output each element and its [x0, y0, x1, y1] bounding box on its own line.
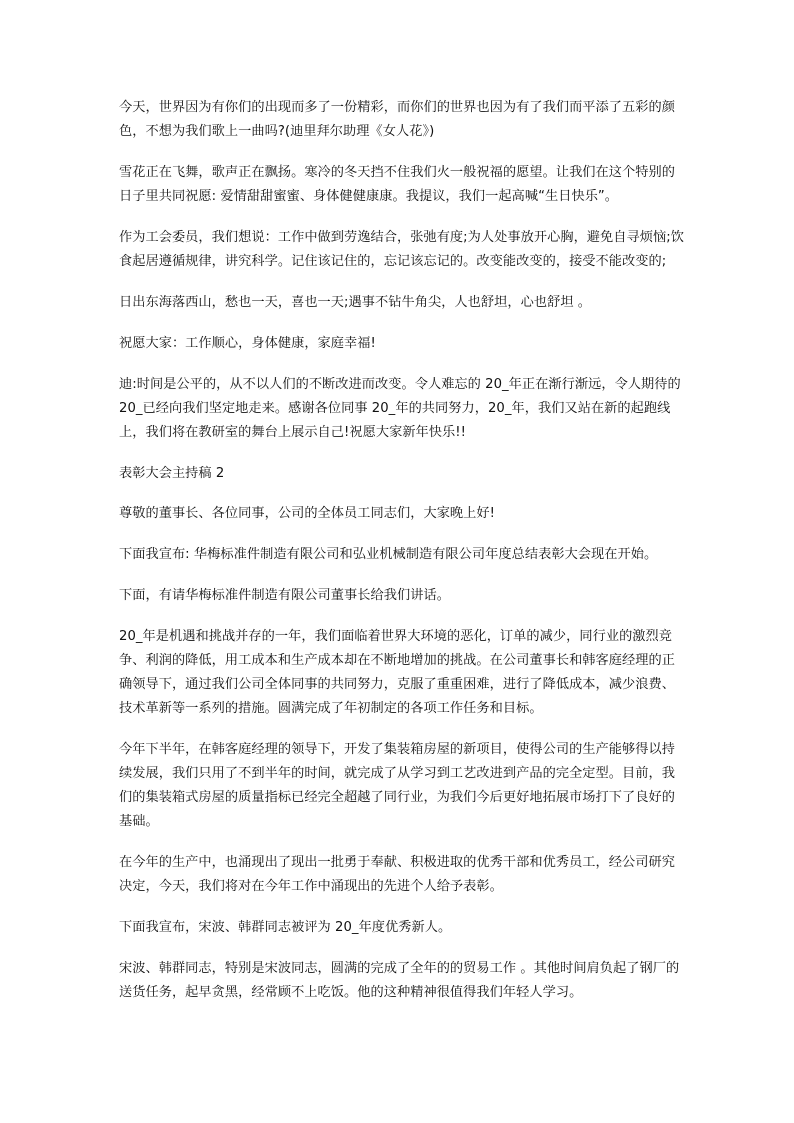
- section-heading: 表彰大会主持稿 2: [119, 466, 225, 481]
- paragraph-second-half: 今年下半年，在韩客庭经理的领导下，开发了集装箱房屋的新项目，使得公司的生产能够得以持续发展，我们只用了不到半年的时间，就完成了从学习到工艺改进到产品的完全定型。目前，我们的集装箱式房屋的质量指标已经完全超越了同行业，为我们今后更好地拓展市场打下了良好的基础。: [119, 742, 675, 829]
- paragraph-year-review: 20_年是机遇和挑战并存的一年，我们面临着世界大环境的恶化，订单的减少，同行业的激烈竞争、利润的降低，用工成本和生产成本却在不断地增加的挑战。在公司董事长和韩客庭经理的正确领导下，通过我们公司全体同事的共同努力，克服了重重困难，进行了降低成本，减少浪费、技术革新等一系列的措施。圆满完成了年初制定的各项工作任务和目标。: [119, 629, 675, 716]
- paragraph-wish-everyone: 祝愿大家：工作顺心，身体健康，家庭幸福!: [119, 336, 376, 351]
- document-page: [119, 96, 685, 1022]
- paragraph-greeting: 尊敬的董事长、各位同事，公司的全体员工同志们，大家晚上好!: [119, 506, 495, 521]
- paragraph-production: 在今年的生产中，也涌现出了现出一批勇于奉献、积极进取的优秀干部和优秀员工，经公司研究决定，今天，我们将对在今年工作中涌现出的先进个人给予表彰。: [119, 855, 675, 894]
- paragraph-time-fair: 迪:时间是公平的，从不以人们的不断改进而改变。令人难忘的 20_年正在渐行渐远，令人期待的 20_已经向我们坚定地走来。感谢各位同事 20_年的共同努力，20_年，我们又站在新的起跑线上，我们将在教研室的舞台上展示自己!祝愿大家新年快乐!!: [119, 377, 681, 440]
- paragraph-chairman-speech: 下面，有请华梅标准件制造有限公司董事长给我们讲话。: [119, 588, 450, 603]
- paragraph-sunrise: 日出东海落西山，愁也一天，喜也一天;遇事不钻牛角尖，人也舒坦，心也舒坦 。: [119, 295, 592, 310]
- paragraph-union-committee: 作为工会委员，我们想说：工作中做到劳逸结合，张弛有度;为人处事放开心胸，避免自寻烦恼;饮食起居遵循规律，讲究科学。记住该记住的，忘记该忘记的。改变能改变的，接受不能改变的;: [119, 230, 684, 269]
- paragraph-award-details: 宋波、韩群同志，特别是宋波同志，圆满的完成了全年的的贸易工作 。其他时间肩负起了钢厂的送货任务，起早贪黑，经常顾不上吃饭。他的这种精神很值得我们年轻人学习。: [119, 961, 680, 1000]
- paragraph-opening-flowers: 今天，世界因为有你们的出现而多了一份精彩，而你们的世界也因为有了我们而平添了五彩的颜色，不想为我们歌上一曲吗?(迪里拜尔助理《女人花》): [119, 100, 675, 139]
- paragraph-snow-wishes: 雪花正在飞舞，歌声正在飘扬。寒冷的冬天挡不住我们火一般祝福的愿望。让我们在这个特别的日子里共同祝愿: 爱情甜甜蜜蜜、身体健健康康。我提议，我们一起高喊“生日快乐”。: [119, 165, 675, 204]
- paragraph-announcement: 下面我宣布: 华梅标准件制造有限公司和弘业机械制造有限公司年度总结表彰大会现在开始。: [119, 547, 658, 562]
- paragraph-award-announcement: 下面我宣布，宋波、韩群同志被评为 20_年度优秀新人。: [119, 920, 452, 935]
